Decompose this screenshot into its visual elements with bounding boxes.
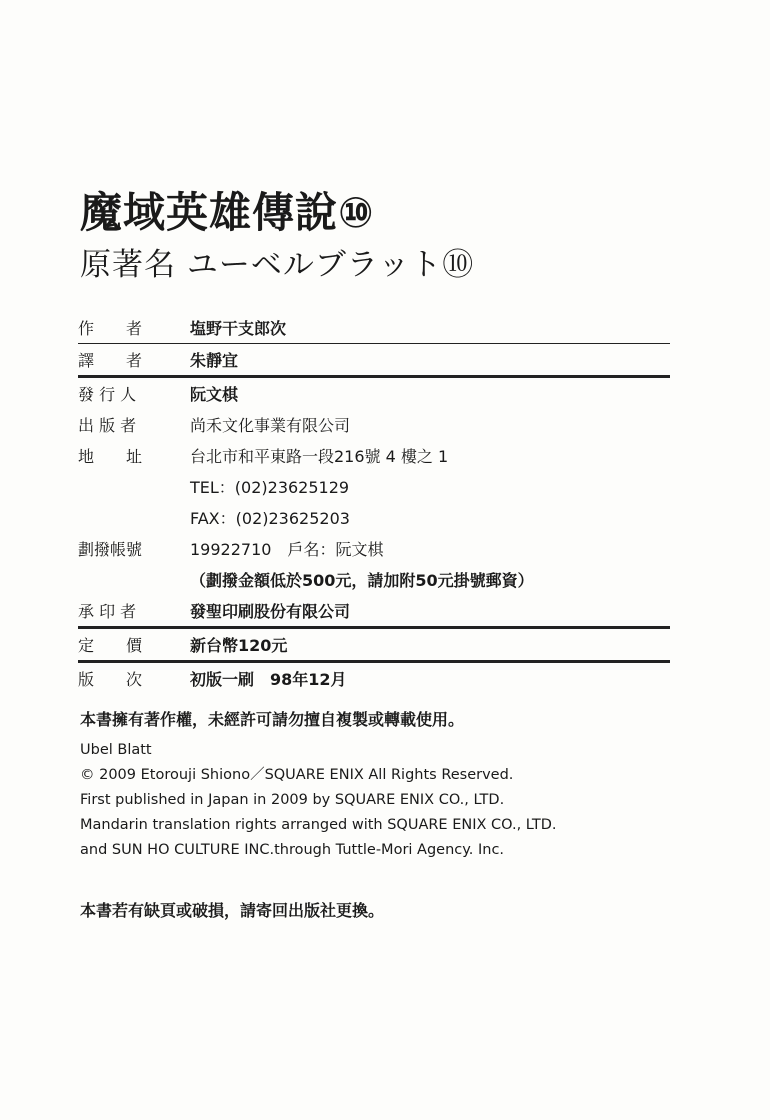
copyright-notice-cn: 本書擁有著作權，未經許可請勿擅自複製或轉載使用。 xyxy=(80,710,465,729)
english-rights-line: and SUN HO CULTURE INC.through Tuttle-Mori Agency. Inc. xyxy=(80,842,505,858)
row-author xyxy=(78,312,670,344)
row-value: 發聖印刷股份有限公司 xyxy=(190,602,351,621)
row-publisher xyxy=(78,409,670,440)
row-value: 台北市和平東路一段216號 4 樓之 1 xyxy=(190,447,449,466)
row-value: 塩野干支郎次 xyxy=(190,319,287,338)
row-edition xyxy=(78,663,670,694)
row-postal-note xyxy=(78,564,670,595)
row-label: 譯 者 xyxy=(78,351,143,370)
row-translator xyxy=(78,344,670,378)
row-label: 出 版 者 xyxy=(78,416,137,435)
row-publisher-person xyxy=(78,378,670,409)
row-value: 19922710 戶名：阮文棋 xyxy=(190,540,384,559)
row-printer xyxy=(78,595,670,629)
english-rights-line: First published in Japan in 2009 by SQUARE ENIX CO., LTD. xyxy=(80,792,505,808)
row-tel xyxy=(78,471,670,502)
original-title: 原著名 ユーベルブラット⑩ xyxy=(80,247,475,283)
row-fax xyxy=(78,502,670,533)
row-value: 新台幣120元 xyxy=(190,636,288,655)
row-postal-account xyxy=(78,533,670,564)
english-rights-line: © 2009 Etorouji Shiono／SQUARE ENIX All Rights Reserved. xyxy=(80,767,514,783)
english-rights-line: Mandarin translation rights arranged with SQUARE ENIX CO., LTD. xyxy=(80,817,557,833)
row-value: TEL：(02)23625129 xyxy=(190,478,350,497)
row-value: 朱靜宜 xyxy=(190,351,239,370)
row-value: 初版一刷 98年12月 xyxy=(190,670,347,689)
row-label: 劃撥帳號 xyxy=(78,540,143,559)
rights-notes xyxy=(80,706,680,863)
book-title: 魔域英雄傳說⑩ xyxy=(80,188,375,237)
row-address xyxy=(78,440,670,471)
colophon-table xyxy=(78,312,670,694)
row-label: 定 價 xyxy=(78,636,143,655)
row-label: 地 址 xyxy=(78,447,143,466)
row-label: 版 次 xyxy=(78,670,143,689)
row-value: FAX：(02)23625203 xyxy=(190,509,350,528)
row-label: 發 行 人 xyxy=(78,385,137,404)
row-label: 承 印 者 xyxy=(78,602,137,621)
row-price xyxy=(78,629,670,663)
row-label: 作 者 xyxy=(78,319,143,338)
row-value: 阮文棋 xyxy=(190,385,239,404)
english-rights-line: Ubel Blatt xyxy=(80,742,152,758)
row-value: 尚禾文化事業有限公司 xyxy=(190,416,351,435)
row-value: （劃撥金額低於500元，請加附50元掛號郵資） xyxy=(190,571,534,590)
replacement-notice: 本書若有缺頁或破損，請寄回出版社更換。 xyxy=(80,901,385,920)
